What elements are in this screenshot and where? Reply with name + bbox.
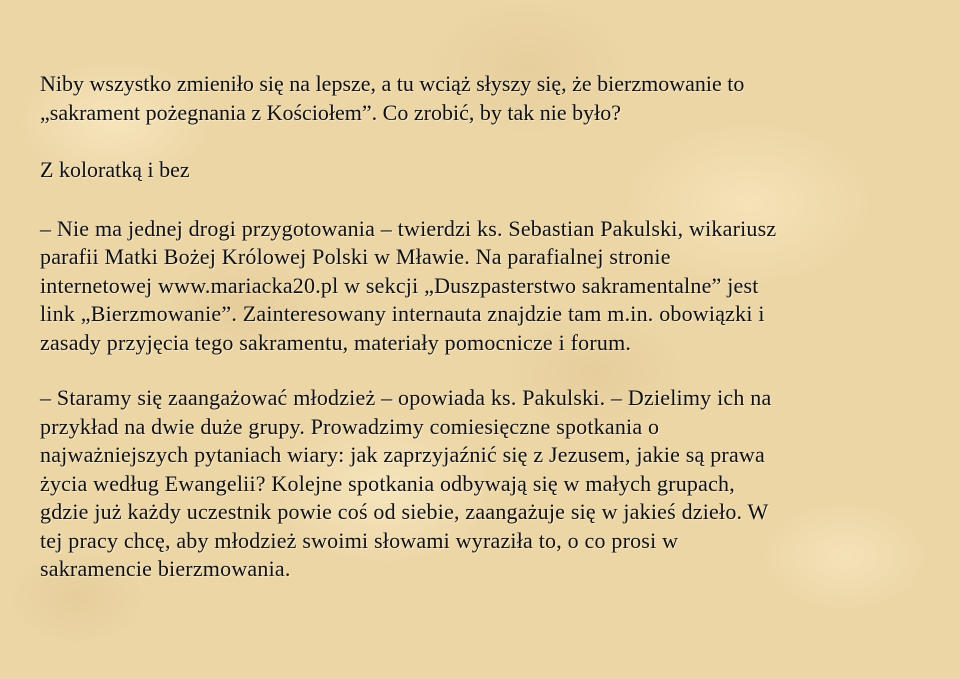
paragraph-line: internetowej www.mariacka20.pl w sekcji „Duszpasterstwo sakramentalne” jest [40,272,759,298]
slide-content [40,70,925,584]
paragraph-line: parafii Matki Bożej Królowej Polski w Mławie. Na parafialnej stronie [40,244,671,269]
paragraph-line: link „Bierzmowanie”. Zainteresowany internauta znajdzie tam m.in. obowiązki i [40,301,765,326]
paragraph-line: najważniejszych pytaniach wiary: jak zaprzyjaźnić się z Jezusem, jakie są prawa [40,442,765,467]
spacer [40,185,925,215]
intro-line: „sakrament pożegnania z Kościołem”. Co zrobić, by tak nie było? [40,99,621,125]
paragraph-line: – Nie ma jednej drogi przygotowania – twierdzi ks. Sebastian Pakulski, wikariusz [40,215,777,241]
paragraph-line: sakramencie bierzmowania. [40,556,291,581]
intro-line: Niby wszystko zmieniło się na lepsze, a tu wciąż słyszy się, że bierzmowanie to [40,71,745,96]
paragraph-line: przykład na dwie duże grupy. Prowadzimy comiesięczne spotkania o [40,413,660,439]
paragraph-line: życia według Ewangelii? Kolejne spotkania odbywają się w małych grupach, [40,470,735,496]
paragraph-line: gdzie już każdy uczestnik powie coś od siebie, zaangażuje się w jakieś dzieło. W [40,499,769,524]
paragraph-line: zasady przyjęcia tego sakramentu, materiały pomocnicze i forum. [40,329,632,355]
paragraph-line: tej pracy chcę, aby młodzież swoimi słowami wyraziła to, o co prosi w [40,527,679,553]
subheading: Z koloratką i bez [40,157,190,182]
spacer [40,127,925,156]
spacer [40,357,925,384]
paragraph-line: – Staramy się zaangażować młodzież – opowiada ks. Pakulski. – Dzielimy ich na [40,385,772,410]
paragraph-2 [40,384,925,584]
paragraph-1 [40,215,925,358]
intro-paragraph [40,70,925,127]
